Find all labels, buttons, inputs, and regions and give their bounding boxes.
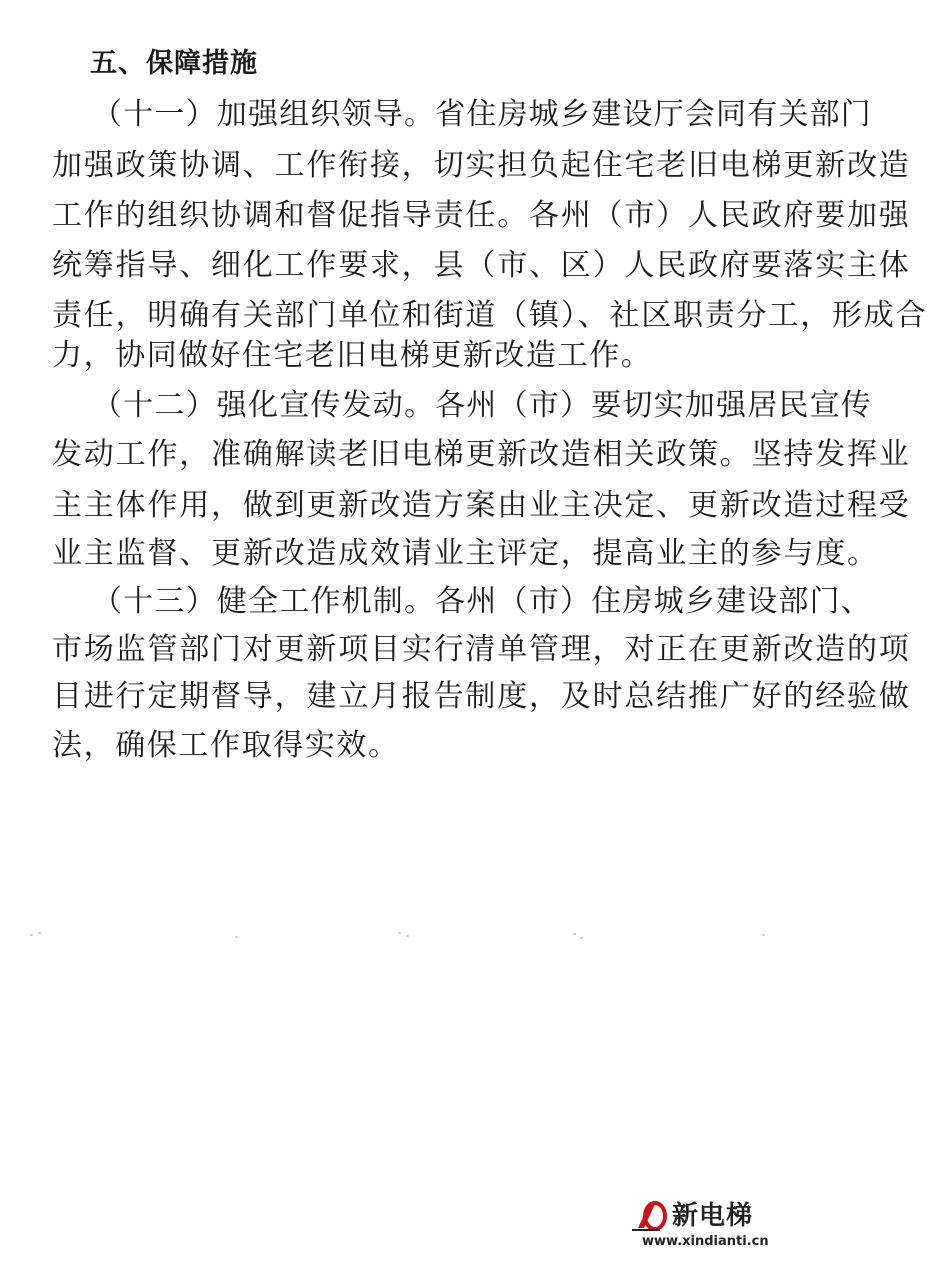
- speckle: [406, 935, 409, 937]
- speckle: [580, 937, 583, 939]
- section-heading: 五、保障措施: [90, 48, 258, 79]
- speckle: [38, 932, 41, 934]
- paragraph-11-line-1: （十一）加强组织领导。省住房城乡建设厅会同有关部门: [92, 97, 872, 132]
- paragraph-13-line-4: 法，确保工作取得实效。: [52, 728, 400, 763]
- paragraph-12-line-2: 发动工作，准确解读老旧电梯更新改造相关政策。坚持发挥业: [52, 437, 911, 472]
- paragraph-12-line-3: 主主体作用，做到更新改造方案由业主决定、更新改造过程受: [52, 488, 911, 523]
- watermark-url: www.xindianti.cn: [642, 1234, 769, 1249]
- speckle: [762, 934, 765, 936]
- paragraph-12-line-1: （十二）强化宣传发动。各州（市）要切实加强居民宣传: [92, 388, 872, 423]
- paragraph-11-line-5: 责任，明确有关部门单位和街道（镇）、社区职责分工，形成合: [52, 298, 927, 333]
- speckle: [235, 936, 238, 938]
- scan-speckles: [20, 920, 780, 950]
- paragraph-11-line-3: 工作的组织协调和督促指导责任。各州（市）人民政府要加强: [52, 198, 911, 233]
- paragraph-12-line-4: 业主监督、更新改造成效请业主评定，提高业主的参与度。: [52, 536, 879, 571]
- paragraph-13-line-2: 市场监管部门对更新项目实行清单管理，对正在更新改造的项: [52, 632, 911, 667]
- speckle: [573, 933, 576, 935]
- xindianti-logo-icon: [630, 1196, 670, 1236]
- paragraph-11-line-2: 加强政策协调、工作衔接，切实担负起住宅老旧电梯更新改造: [52, 148, 911, 183]
- paragraph-11-line-6: 力，协同做好住宅老旧电梯更新改造工作。: [52, 338, 653, 373]
- speckle: [398, 932, 401, 934]
- paragraph-11-line-4: 统筹指导、细化工作要求，县（市、区）人民政府要落实主体: [52, 248, 911, 283]
- paragraph-13-line-1: （十三）健全工作机制。各州（市）住房城乡建设部门、: [92, 584, 872, 619]
- watermark-title: 新电梯: [672, 1201, 754, 1231]
- paragraph-13-line-3: 目进行定期督导，建立月报告制度，及时总结推广好的经验做: [52, 679, 911, 714]
- speckle: [30, 934, 33, 936]
- xindianti-watermark: [630, 1196, 780, 1256]
